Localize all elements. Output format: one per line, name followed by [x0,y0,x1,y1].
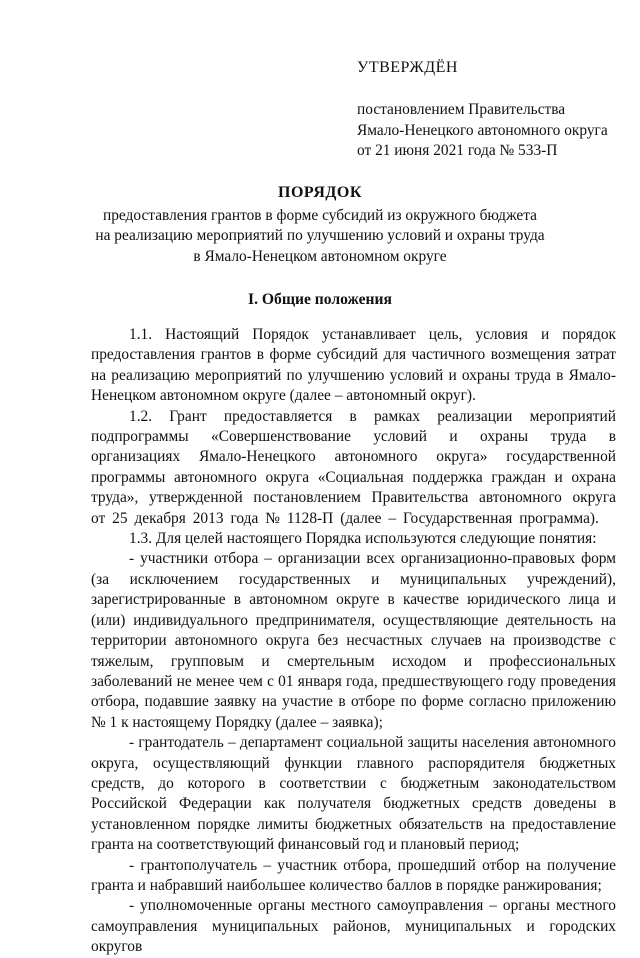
approval-block [357,58,627,162]
section-title: I. Общие положения [248,291,392,308]
subtitle-line: предоставления грантов в форме субсидий из окружного бюджета [102,207,537,224]
definition-participants: - участники отбора – организации всех организационно-правовых форм (за исключением государственных и муниципальных учреждений), зарегистрированные в автономном округе в качестве юридического лица и (или) индивидуального предпринимателя, осуществляющие деятельность на территории автономного округа без несчастных случаев на производстве с тяжелым, групповым и смертельным исходом и профессиональных заболеваний не менее чем с 01 января года, предшествующего году проведения отбора, подавшие заявку на участие в отборе по форме согласно приложению № 1 к настоящему Порядку (далее – заявка); [91,550,616,731]
definition-grantee: - грантополучатель – участник отбора, прошедший отбор на получение гранта и набравший наибольшее количество баллов в порядке ранжирования; [91,856,616,894]
approval-line-decree: постановлением Правительства [357,101,566,119]
paragraph-1-2: 1.2. Грант предоставляется в рамках реализации мероприятий подпрограммы «Совершенствование условий и охраны труда в организациях Ямало-Ненецкого автономного округа» государственной программы автономного округа «Социальная поддержка граждан и охрана труда», утвержденной постановлением Правительства автономного округа от 25 декабря 2013 года № 1128-П (далее – Государственная программа). [91,407,616,527]
definition-grantor: - грантодатель – департамент социальной защиты населения автономного округа, осуществляющий функции главного распорядителя бюджетных средств, до которого в соответствии с бюджетным законодательством Российской Федерации как получателя бюджетных средств доведены в установленном порядке лимиты бюджетных обязательств на предоставление гранта на соответствующий финансовый год и плановый период; [91,734,616,854]
subtitle-line: на реализацию мероприятий по улучшению условий и охраны труда [95,227,545,245]
approval-title: УТВЕРЖДЁН [357,59,458,76]
subtitle-line: в Ямало-Ненецком автономном округе [193,247,447,265]
approval-line-date-number: от 21 июня 2021 года № 533-П [357,142,558,160]
document-title: ПОРЯДОК [278,184,362,201]
definition-local-authorities: - уполномоченные органы местного самоуправления – органы местного самоуправления муниципальных районов, муниципальных и городских округов [91,897,616,956]
approval-line-government: Ямало-Ненецкого автономного округа [357,121,608,139]
paragraph-1-1: 1.1. Настоящий Порядок устанавливает цель, условия и порядок предоставления грантов в форме субсидий для частичного возмещения затрат на реализацию мероприятий по улучшению условий и охраны труда в Ямало-Ненецком автономном округе (далее – автономный округ). [91,326,616,405]
body-text [91,325,616,958]
document-subtitle [0,206,640,267]
paragraph-1-3: 1.3. Для целей настоящего Порядка используются следующие понятия: [129,530,597,548]
